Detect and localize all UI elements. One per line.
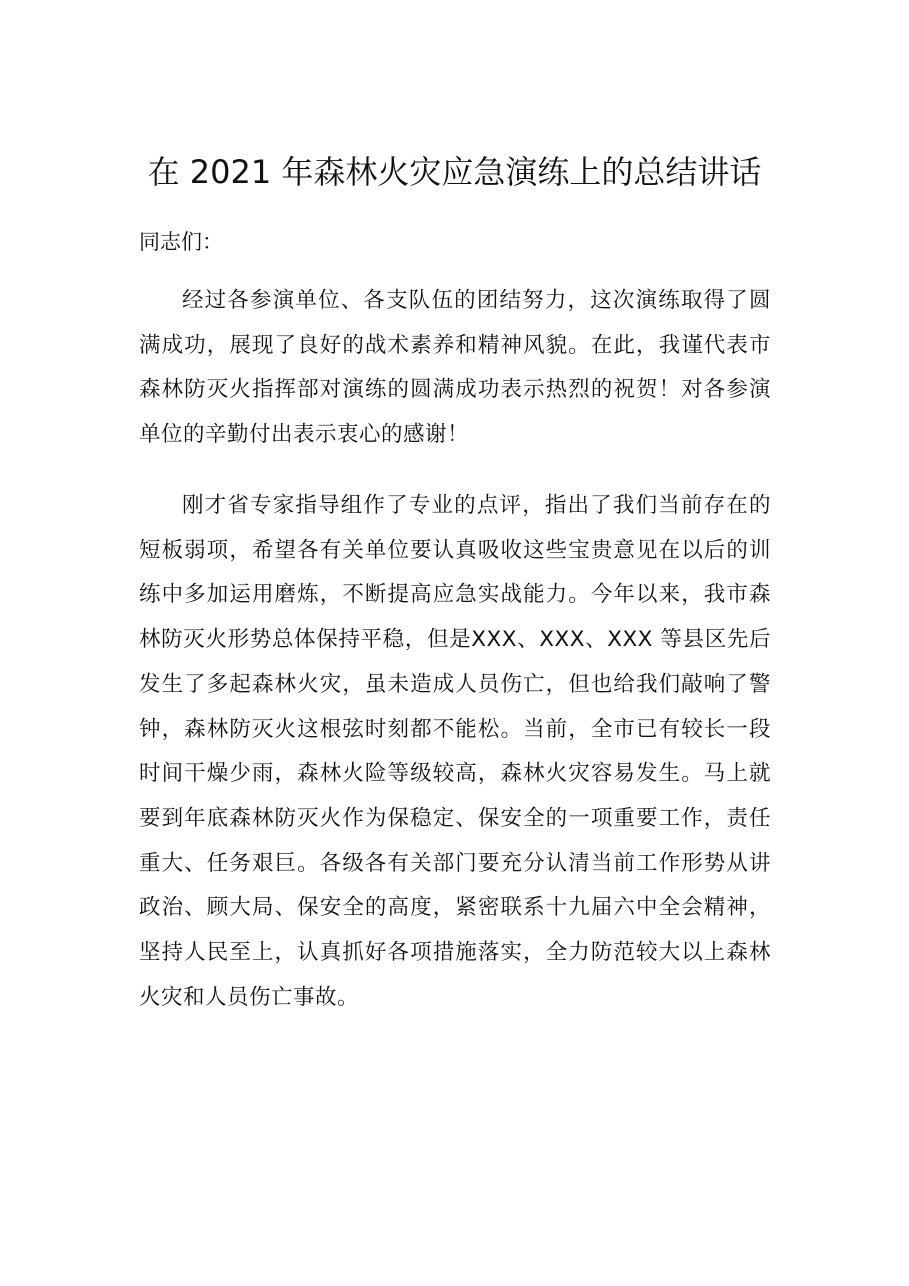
salutation: 同志们： [139,230,223,254]
paragraph-1: 经过各参演单位、各支队伍的团结努力，这次演练取得了圆满成功，展现了良好的战术素养和精神风貌。在此，我谨代表市森林防灭火指挥部对演练的圆满成功表示热烈的祝贺！对各参演单位的辛勤付出表示衷心的感谢！ [139,288,771,448]
document-title: 在 2021 年森林火灾应急演练上的总结讲话 [147,153,762,191]
paragraph-2: 刚才省专家指导组作了专业的点评，指出了我们当前存在的短板弱项，希望各有关单位要认真吸收这些宝贵意见在以后的训练中多加运用磨炼，不断提高应急实战能力。今年以来，我市森林防灭火形势总体保持平稳，但是XXX、XXX、XXX 等县区先后发生了多起森林火灾，虽未造成人员伤亡，但也给我们敲响了警钟，森林防灭火这根弦时刻都不能松。当前，全市已有较长一段时间干燥少雨，森林火险等级较高，森林火灾容易发生。马上就要到年底森林防灭火作为保稳定、保安全的一项重要工作，责任重大、任务艰巨。各级各有关部门要充分认清当前工作形势从讲政治、顾大局、保安全的高度，紧密联系十九届六中全会精神，坚持人民至上，认真抓好各项措施落实，全力防范较大以上森林火灾和人员伤亡事故。 [139,493,771,1010]
